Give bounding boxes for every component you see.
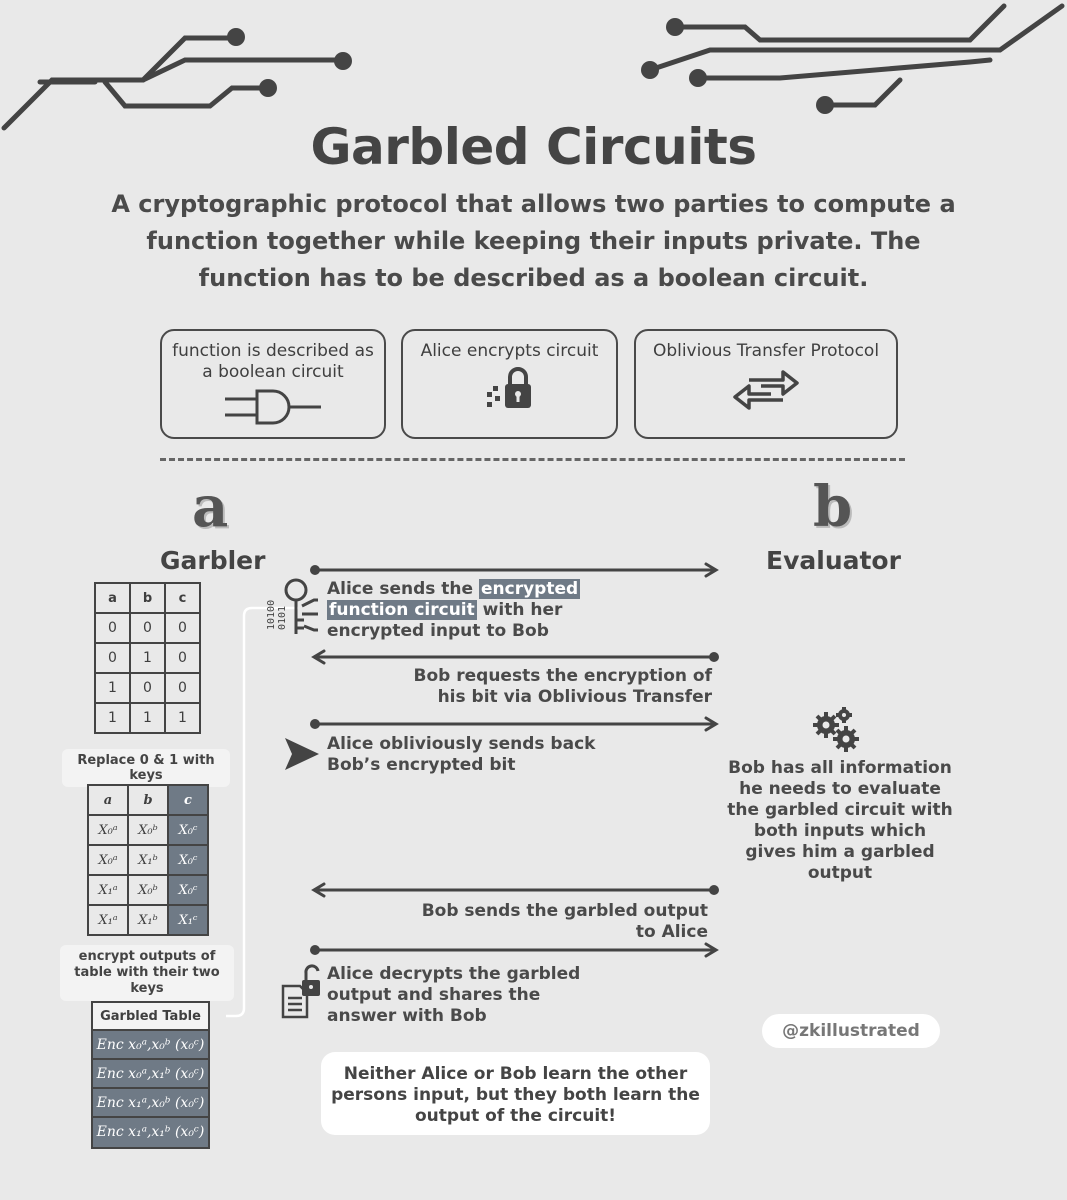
highlight-function-circuit: function circuit	[329, 600, 475, 620]
message-text: encrypted input to Bob	[327, 621, 549, 641]
table-cell: X₀ᶜ	[168, 815, 208, 845]
and-gate-icon	[223, 387, 323, 427]
garbled-table-row: Enc x₁ᵃ,x₁ᵇ (x₀ᶜ)	[93, 1118, 208, 1147]
arrow-bob-to-alice-1	[314, 651, 719, 663]
garbler-letter: a	[192, 474, 229, 540]
message-text: his bit via Oblivious Transfer	[437, 687, 712, 707]
step-label: Alice encrypts circuit	[420, 341, 599, 361]
table-cell: X₁ᶜ	[168, 905, 208, 935]
replace-keys-label: Replace 0 & 1 with keys	[62, 749, 230, 787]
message-text: output and shares the	[327, 985, 541, 1005]
key-circuit-icon	[280, 576, 322, 638]
message-text: Alice sends the	[327, 579, 479, 599]
page-title: Garbled Circuits	[310, 118, 757, 176]
message-alice-decrypts	[327, 964, 627, 1027]
message-bob-sends-output	[400, 901, 708, 943]
table-cell: 0	[95, 643, 130, 673]
step-label: Oblivious Transfer Protocol	[652, 341, 880, 361]
garbled-table-header: Garbled Table	[93, 1003, 208, 1031]
message-bob-evaluates: Bob has all information he needs to evaluate the garbled circuit with both inputs which gives him a garbled output	[727, 758, 953, 883]
table-cell: 1	[130, 703, 165, 733]
table-cell: 0	[165, 613, 200, 643]
key-table	[87, 784, 209, 936]
table-cell: 1	[95, 673, 130, 703]
table-cell: X₁ᵃ	[88, 905, 128, 935]
step-box-boolean-circuit	[160, 329, 386, 439]
table-cell: 0	[130, 613, 165, 643]
message-text: Bob sends the garbled output	[421, 901, 708, 921]
encrypt-outputs-label: encrypt outputs of table with their two keys	[60, 945, 234, 1001]
message-alice-sends-circuit	[327, 579, 627, 642]
message-text: Bob’s encrypted bit	[327, 755, 516, 775]
circuit-traces-left	[0, 0, 360, 135]
message-text: Alice obliviously sends back	[327, 734, 596, 754]
garbled-table-row: Enc x₁ᵃ,x₀ᵇ (x₀ᶜ)	[93, 1089, 208, 1118]
table-cell: X₀ᵃ	[88, 815, 128, 845]
garbled-table-row: Enc x₀ᵃ,x₁ᵇ (x₀ᶜ)	[93, 1060, 208, 1089]
send-icon	[283, 736, 321, 772]
table-header: a	[95, 583, 130, 613]
table-header: b	[128, 785, 168, 815]
message-text: Bob requests the encryption of	[413, 666, 712, 686]
garbler-role: Garbler	[160, 546, 266, 575]
table-cell: X₀ᶜ	[168, 875, 208, 905]
table-header: c	[165, 583, 200, 613]
table-header: b	[130, 583, 165, 613]
evaluator-letter: b	[813, 474, 853, 540]
step-label: function is described as a boolean circuit	[172, 341, 374, 382]
evaluator-role: Evaluator	[766, 546, 901, 575]
binary-bits: 10100 0101	[266, 599, 288, 630]
table-cell: X₀ᵇ	[128, 875, 168, 905]
arrow-alice-to-bob-1	[310, 564, 716, 576]
table-cell: X₁ᵇ	[128, 845, 168, 875]
message-bob-requests-encryption	[360, 666, 712, 708]
table-cell: 1	[165, 703, 200, 733]
step-box-encrypt	[401, 329, 618, 439]
table-cell: 0	[95, 613, 130, 643]
decrypt-document-icon	[280, 962, 322, 1020]
table-cell: 0	[165, 643, 200, 673]
exchange-arrows-icon	[731, 366, 801, 414]
arrow-bob-to-alice-2	[314, 884, 719, 896]
truth-table	[94, 582, 201, 734]
step-box-oblivious-transfer	[634, 329, 898, 439]
conclusion-note: Neither Alice or Bob learn the other persons input, but they both learn the output of the circuit!	[321, 1052, 710, 1135]
arrow-alice-to-bob-2	[310, 718, 716, 730]
watermark: @zkillustrated	[762, 1014, 940, 1048]
table-cell: 0	[165, 673, 200, 703]
message-alice-sends-bit	[327, 734, 627, 776]
highlight-encrypted: encrypted	[480, 579, 579, 599]
arrow-alice-to-bob-3	[310, 944, 716, 956]
table-cell: X₁ᵇ	[128, 905, 168, 935]
table-header: c	[168, 785, 208, 815]
garbled-table	[91, 1001, 210, 1149]
page-subtitle: A cryptographic protocol that allows two parties to compute a function together while keeping their inputs private. The function has to be described as a boolean circuit.	[111, 190, 956, 292]
message-text: to Alice	[635, 922, 708, 942]
circuit-traces-right	[630, 0, 1067, 120]
table-cell: 1	[95, 703, 130, 733]
message-text: Alice decrypts the garbled	[327, 964, 581, 984]
table-cell: 0	[130, 673, 165, 703]
encrypted-lock-icon	[485, 366, 535, 410]
table-cell: X₀ᶜ	[168, 845, 208, 875]
table-cell: X₀ᵇ	[128, 815, 168, 845]
garbled-table-row: Enc x₀ᵃ,x₀ᵇ (x₀ᶜ)	[93, 1031, 208, 1060]
section-divider	[160, 458, 905, 461]
table-header: a	[88, 785, 128, 815]
table-cell: 1	[130, 643, 165, 673]
table-cell: X₀ᵃ	[88, 845, 128, 875]
message-text: with her	[476, 600, 563, 620]
gears-icon	[812, 707, 860, 753]
table-cell: X₁ᵃ	[88, 875, 128, 905]
message-text: answer with Bob	[327, 1006, 487, 1026]
